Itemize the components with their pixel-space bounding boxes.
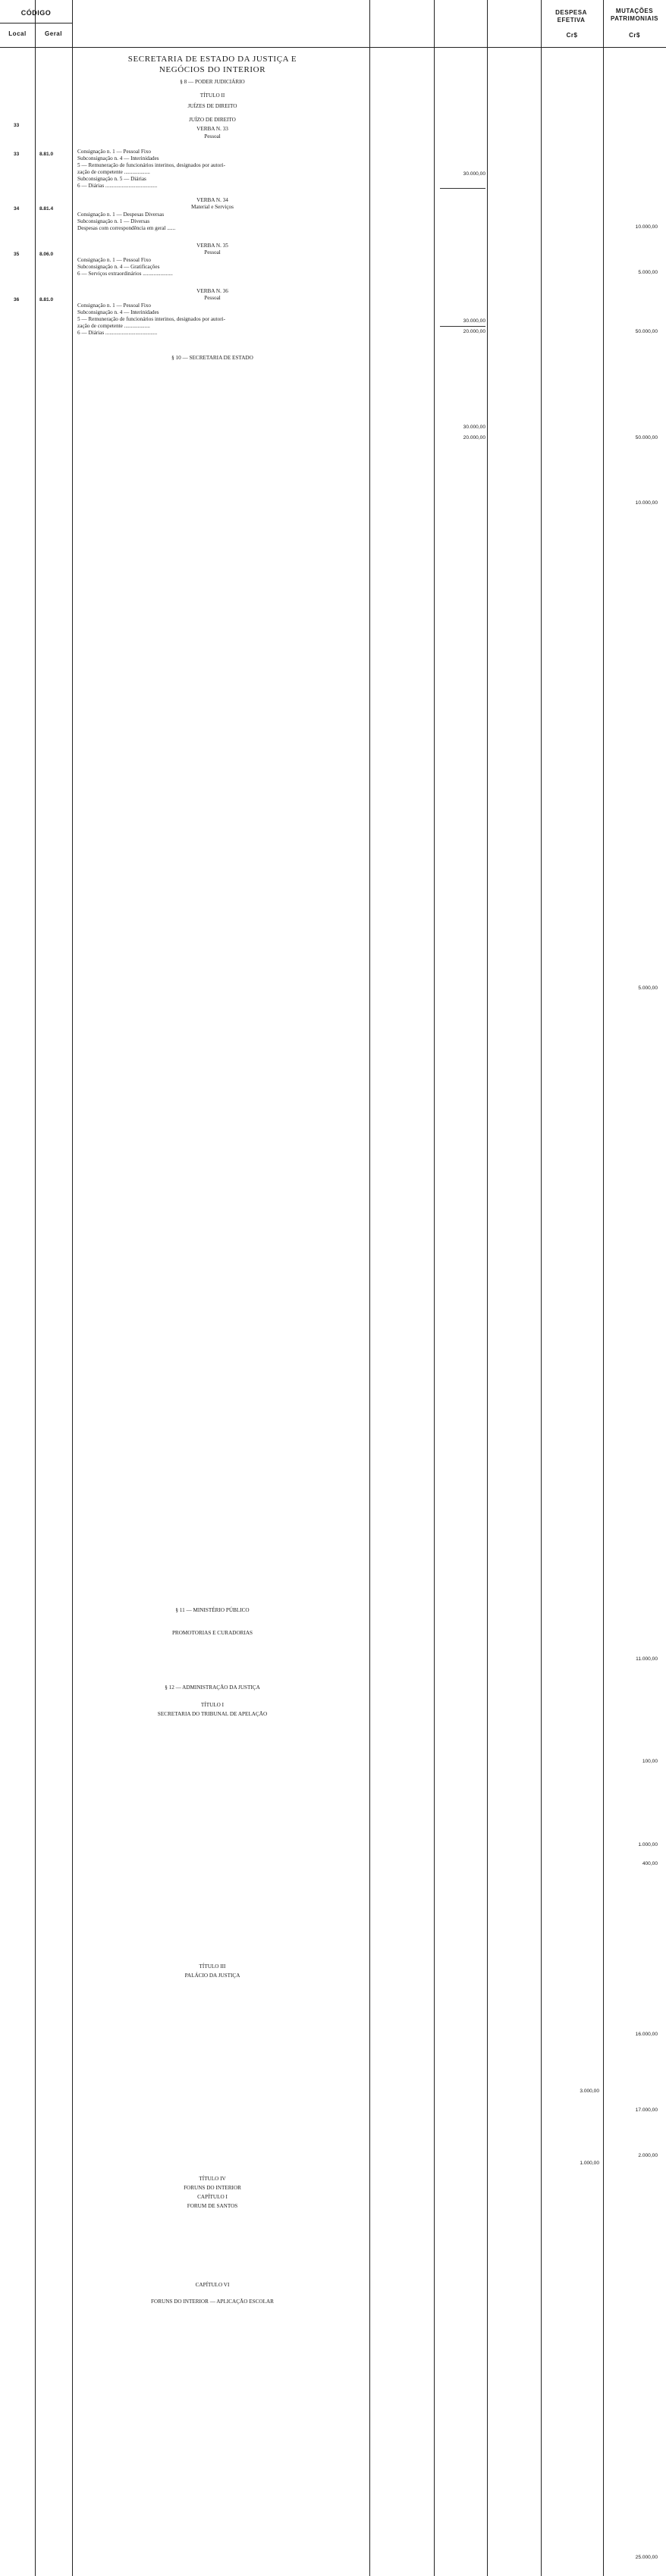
secretaria-title-line2: NEGÓCIOS DO INTERIOR — [159, 65, 266, 74]
code-geral: 8.06.0 — [39, 252, 54, 257]
section-heading: TÍTULO I — [200, 1702, 225, 1708]
mutacao-value: 25.000,00 — [635, 2555, 658, 2560]
column-rule-geral — [72, 0, 73, 2576]
entry-line: Despesas com correspondência em geral ...... — [77, 225, 176, 231]
entry-line: Consignação n. 1 — Pessoal Fixo — [77, 257, 152, 263]
secretaria-title-line1: SECRETARIA DE ESTADO DA JUSTIÇA E — [127, 55, 297, 64]
code-local: 33 — [14, 152, 20, 157]
entry-line: Pessoal — [204, 295, 221, 301]
mutacao-value: 2.000,00 — [638, 2153, 658, 2158]
entry-line: Subconsignação n. 4 — Interinidades — [77, 155, 159, 161]
section-heading: TÍTULO IV — [199, 2176, 226, 2182]
despesa-value: 30.000,00 — [463, 425, 485, 430]
header-geral: Geral — [45, 30, 62, 37]
section-heading: PALÁCIO DA JUSTIÇA — [184, 1973, 240, 1979]
mutacao-value: 1.000,00 — [638, 1842, 658, 1847]
header-mutacoes-unit: Cr$ — [629, 32, 640, 39]
mutacao-value: 50.000,00 — [635, 435, 658, 440]
column-rule-b — [487, 0, 488, 2576]
entry-line: 5 — Remuneração de funcionários interinos, designados por autori- — [77, 162, 226, 168]
code-local: 35 — [14, 252, 20, 257]
titulo-heading: TÍTULO II — [199, 92, 225, 99]
entry-line: VERBA N. 35 — [196, 243, 228, 249]
section-heading: § 10 — SECRETARIA DE ESTADO — [171, 355, 253, 361]
entry-line: JUÍZO DE DIREITO — [189, 117, 236, 123]
entry-line: Pessoal — [204, 249, 221, 255]
header-despesa-efetiva: DESPESA EFETIVA — [555, 9, 587, 24]
code-local: 33 — [14, 123, 20, 128]
section-heading: SECRETARIA DO TRIBUNAL DE APELAÇÃO — [157, 1711, 268, 1717]
mutacao-value: 50.000,00 — [635, 329, 658, 334]
column-rule-local — [35, 0, 36, 2576]
header-local: Local — [8, 30, 27, 37]
section-heading: FORUNS DO INTERIOR — APLICAÇÃO ESCOLAR — [151, 2299, 274, 2305]
mutacao-value: 100,00 — [642, 1759, 658, 1764]
entry-line: 6 — Diárias ...................................... — [77, 183, 158, 189]
entry-line: VERBA N. 33 — [196, 126, 228, 132]
code-local: 36 — [14, 297, 20, 302]
mutacao-value: 5.000,00 — [638, 270, 658, 275]
column-rule-despesa — [541, 0, 542, 2576]
mutacao-value: 5.000,00 — [638, 986, 658, 991]
juizes-heading: JUÍZES DE DIREITO — [187, 103, 237, 109]
entry-line: VERBA N. 36 — [196, 288, 228, 294]
entry-line: Consignação n. 1 — Pessoal Fixo — [77, 149, 152, 155]
section-heading: § 11 — MINISTÉRIO PÚBLICO — [175, 1607, 250, 1613]
section-heading: PROMOTORIAS E CURADORIAS — [171, 1630, 253, 1636]
mutacao-value: 10.000,00 — [635, 224, 658, 230]
entry-line: 6 — Serviços extraordinários ...................... — [77, 271, 173, 277]
section-heading: CAPÍTULO VI — [195, 2282, 230, 2288]
entry-line: zação de competente ................... — [77, 169, 150, 175]
despesa-value: 30.000,00 — [463, 318, 485, 324]
entry-line: Pessoal — [204, 133, 221, 139]
mutacao-value: 16.000,00 — [635, 2032, 658, 2037]
header-divider — [0, 23, 72, 24]
entry-line: VERBA N. 34 — [196, 197, 228, 203]
entry-line: Consignação n. 1 — Despesas Diversas — [77, 212, 165, 218]
despesa-value: 20.000,00 — [463, 329, 485, 334]
entry-line: Subconsignação n. 1 — Diversas — [77, 218, 150, 224]
mutacao-value: 11.000,00 — [636, 1656, 658, 1662]
code-geral: 8.81.0 — [39, 152, 54, 157]
despesa-value: 3.000,00 — [580, 2089, 599, 2094]
entry-line: Subconsignação n. 4 — Gratificações — [77, 264, 160, 270]
despesa-value: 30.000,00 — [463, 171, 485, 177]
entry-line: Subconsignação n. 5 — Diárias — [77, 176, 146, 182]
entry-line: Consignação n. 1 — Pessoal Fixo — [77, 302, 152, 309]
column-rule-a — [434, 0, 435, 2576]
column-rule-text — [369, 0, 370, 2576]
mutacao-value: 17.000,00 — [635, 2107, 658, 2113]
code-local: 34 — [14, 206, 20, 212]
header-despesa-unit: Cr$ — [566, 32, 578, 39]
section-heading: § 12 — ADMINISTRAÇÃO DA JUSTIÇA — [165, 1684, 260, 1691]
subtotal-rule — [440, 326, 485, 327]
section-poder-judiciario: § 8 — PODER JUDICIÁRIO — [180, 79, 245, 85]
table-header — [0, 0, 666, 48]
despesa-value: 20.000,00 — [463, 435, 485, 440]
entry-line: Subconsignação n. 4 — Interinidades — [77, 309, 159, 315]
mutacao-value: 400,00 — [642, 1861, 658, 1866]
column-rule-mutacoes — [603, 0, 604, 2576]
entry-line: 6 — Diárias ...................................... — [77, 330, 158, 336]
section-heading: TÍTULO III — [199, 1963, 226, 1970]
code-geral: 8.81.0 — [39, 297, 54, 302]
section-heading: FORUNS DO INTERIOR — [184, 2185, 241, 2191]
header-mutacoes: MUTAÇÕES PATRIMONIAIS — [610, 8, 659, 22]
entry-line: 5 — Remuneração de funcionários interinos, designados por autori- — [77, 316, 226, 322]
subtotal-rule — [440, 188, 485, 189]
code-geral: 8.81.4 — [39, 206, 54, 212]
section-heading: CAPÍTULO I — [197, 2194, 228, 2200]
entry-line: zação de competente ................... — [77, 323, 150, 329]
entry-line: Material e Serviços — [191, 204, 234, 210]
mutacao-value: 10.000,00 — [635, 500, 658, 506]
section-heading: FORUM DE SANTOS — [187, 2203, 238, 2209]
despesa-value: 1.000,00 — [580, 2161, 599, 2166]
header-codigo: CÓDIGO — [20, 9, 52, 17]
